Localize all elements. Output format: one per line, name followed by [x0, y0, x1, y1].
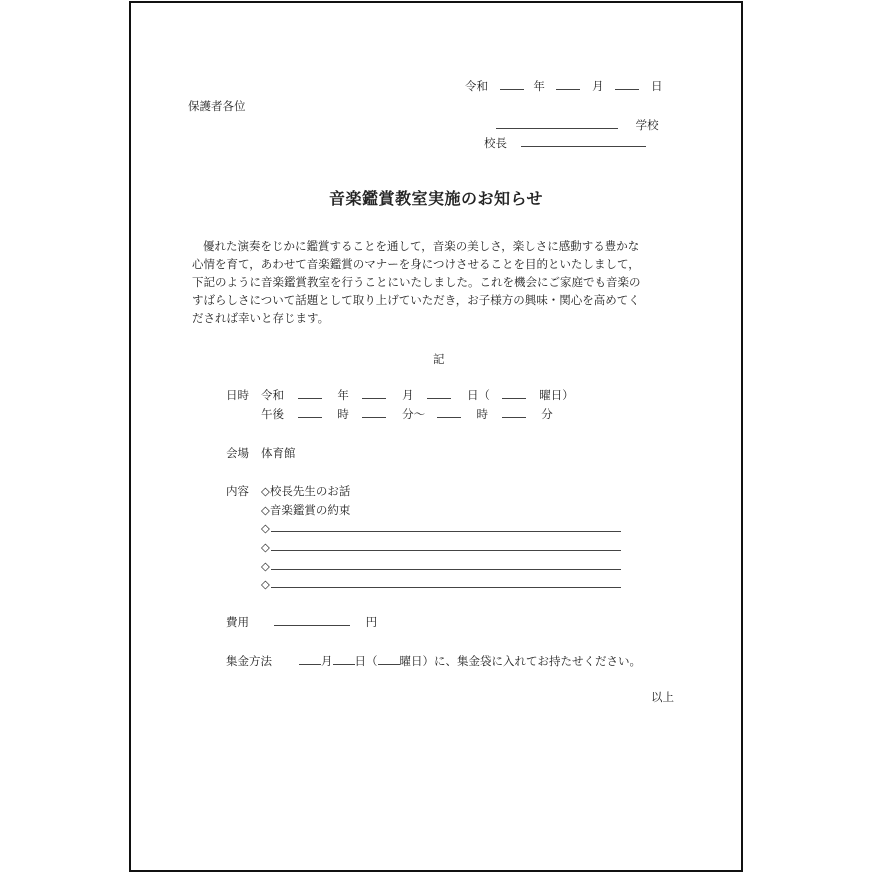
schedule-month-blank: [362, 389, 386, 399]
schedule-pm: 午後: [261, 407, 284, 421]
collection-month-label: 月: [321, 654, 333, 668]
blank-line-3: [271, 560, 621, 570]
schedule-day-label: 日（: [466, 388, 490, 402]
schedule-hour1-blank: [298, 408, 322, 418]
blank-bullet-3: ◇: [261, 559, 270, 573]
venue-value: 体育館: [261, 446, 296, 460]
content-label: 内容: [226, 484, 249, 498]
collection-weekday-label: 曜日）: [399, 654, 434, 668]
document-title: 音楽鑑賞教室実施のお知らせ: [328, 189, 544, 208]
date-year-label: 年: [533, 79, 545, 93]
collection-text: に、集金袋に入れてお持たせください。: [434, 654, 641, 668]
collection-line: [299, 654, 641, 668]
collection-day-blank: [333, 655, 355, 665]
date-day-blank: [615, 80, 639, 90]
recipient: 保護者各位: [188, 99, 246, 113]
blank-bullet-1: ◇: [261, 521, 270, 535]
fee-unit: 円: [365, 615, 378, 629]
collection-day-label: 日（: [354, 654, 378, 668]
body-paragraph: [192, 237, 692, 327]
principal-name-blank: [521, 137, 646, 147]
schedule-minute2-label: 分: [541, 407, 553, 421]
schedule-weekday-label: 曜日）: [539, 388, 574, 402]
date-line: [465, 79, 662, 93]
content-blank-item-2: [261, 540, 621, 554]
school-name-blank: [496, 119, 618, 129]
schedule-era: 令和: [261, 388, 284, 402]
blank-line-1: [271, 522, 621, 532]
schedule-year-blank: [298, 389, 322, 399]
fee-line: [274, 615, 377, 629]
venue-label: 会場: [226, 446, 249, 460]
schedule-label: 日時: [226, 388, 249, 402]
schedule-year-label: 年: [337, 388, 349, 402]
blank-line-2: [271, 541, 621, 551]
schedule-month-label: 月: [402, 388, 414, 402]
blank-bullet-2: ◇: [261, 540, 270, 554]
body-line-3: 下記のように音楽鑑賞教室を行うことにいたしました。これを機会にご家庭でも音楽の: [192, 275, 641, 289]
date-era: 令和: [465, 79, 488, 93]
school-line: [496, 118, 659, 132]
date-day-label: 日: [650, 79, 663, 93]
collection-weekday-blank: [378, 655, 400, 665]
schedule-day-blank: [427, 389, 451, 399]
schedule-minute2-blank: [502, 408, 526, 418]
fee-amount-blank: [274, 616, 350, 626]
schedule-weekday-blank: [502, 389, 526, 399]
content-item-1: ◇校長先生のお話: [261, 484, 351, 498]
school-suffix: 学校: [635, 118, 659, 132]
content-blank-item-3: [261, 559, 621, 573]
schedule-date-line: [261, 388, 574, 402]
schedule-minute1-blank: [362, 408, 386, 418]
schedule-time-line: [261, 407, 553, 421]
schedule-hour2-label: 時: [476, 407, 488, 421]
collection-month-blank: [299, 655, 321, 665]
content-blank-item-4: [261, 577, 621, 591]
date-month-blank: [556, 80, 580, 90]
blank-bullet-4: ◇: [261, 577, 270, 591]
body-line-1: 優れた演奏をじかに鑑賞することを通して，音楽の美しさ，楽しさに感動する豊かな: [203, 239, 640, 253]
blank-line-4: [271, 578, 621, 588]
schedule-minute1-label: 分〜: [402, 407, 426, 421]
principal-label: 校長: [484, 136, 507, 150]
body-line-5: だされば幸いと存じます。: [192, 311, 330, 325]
body-line-4: すばらしさについて話題として取り上げていただき，お子様方の興味・関心を高めてく: [192, 293, 640, 307]
date-month-label: 月: [592, 79, 604, 93]
ki-heading: 記: [433, 352, 445, 366]
schedule-hour2-blank: [437, 408, 461, 418]
date-year-blank: [500, 80, 524, 90]
fee-label: 費用: [226, 615, 249, 629]
content-item-2: ◇音楽鑑賞の約束: [261, 503, 351, 517]
body-line-2: 心情を育て，あわせて音楽鑑賞のマナーを身につけさせることを目的といたしまして，: [192, 257, 640, 271]
content-blank-item-1: [261, 521, 621, 535]
document-page: [129, 1, 743, 872]
closing: 以上: [651, 690, 674, 704]
principal-line: [484, 136, 646, 150]
schedule-hour1-label: 時: [337, 407, 349, 421]
collection-label: 集金方法: [226, 654, 272, 668]
